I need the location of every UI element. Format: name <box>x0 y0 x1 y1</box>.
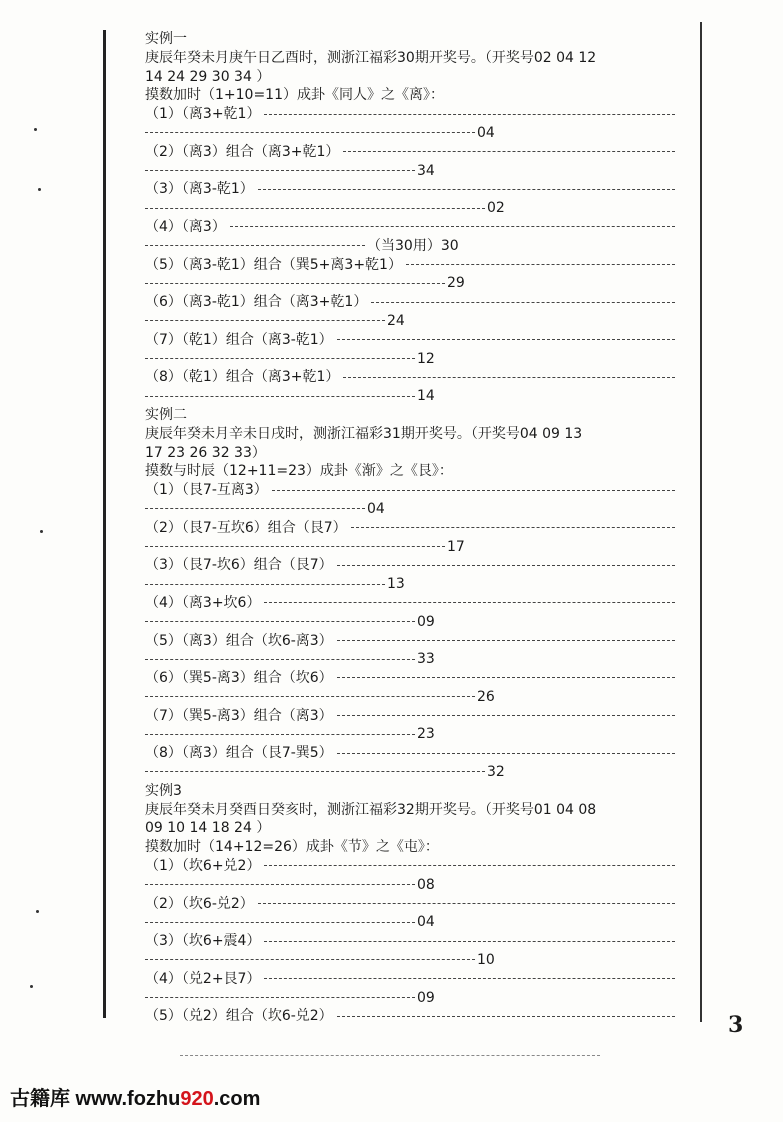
derivation-result <box>145 725 675 744</box>
leader-dashes <box>145 283 445 285</box>
footer-dashed-line <box>180 1055 600 1056</box>
leader-dashes <box>264 941 675 943</box>
scan-speck <box>36 910 39 913</box>
watermark-prefix: 古籍库 www.fozhu <box>10 1088 181 1110</box>
watermark-suffix: .com <box>213 1088 261 1110</box>
derivation-label: （3）（艮7-坎6）组合（艮7） <box>145 557 333 574</box>
derivation-item <box>145 556 675 575</box>
leader-dashes <box>337 640 675 642</box>
site-watermark <box>10 1082 260 1111</box>
derivation-label: （8）（乾1）组合（离3+乾1） <box>145 369 340 386</box>
leader-dashes <box>145 922 415 924</box>
result-number: 04 <box>417 914 435 931</box>
derivation-result <box>145 500 675 519</box>
result-number: 33 <box>417 651 435 668</box>
leader-dashes <box>145 997 415 999</box>
derivation-label: （1）（离3+乾1） <box>145 106 261 123</box>
derivation-item <box>145 932 675 951</box>
derivation-result <box>145 162 675 181</box>
section-text-line: 庚辰年癸未月癸酉日癸亥时，测浙江福彩32期开奖号。（开奖号01 04 08 <box>145 801 597 818</box>
derivation-item <box>145 180 675 199</box>
derivation-label: （2）（离3）组合（离3+乾1） <box>145 143 340 160</box>
leader-dashes <box>145 358 415 360</box>
scan-speck <box>34 128 37 131</box>
leader-dashes <box>145 245 365 247</box>
derivation-item <box>145 293 675 312</box>
leader-dashes <box>258 903 675 905</box>
derivation-result <box>145 237 675 256</box>
derivation-label: （4）（离3+坎6） <box>145 594 261 611</box>
scan-speck <box>38 188 41 191</box>
derivation-label: （1）（坎6+兑2） <box>145 858 261 875</box>
leader-dashes <box>145 884 415 886</box>
derivation-item <box>145 331 675 350</box>
leader-dashes <box>264 978 675 980</box>
leader-dashes <box>145 621 415 623</box>
section-text-line: 庚辰年癸未月庚午日乙酉时，测浙江福彩30期开奖号。（开奖号02 04 12 <box>145 49 597 66</box>
leader-dashes <box>145 508 365 510</box>
derivation-result <box>145 199 675 218</box>
section-text-line: 摸数加时（1+10=11）成卦《同人》之《离》： <box>145 87 444 104</box>
derivation-item <box>145 632 675 651</box>
watermark-highlight: 920 <box>180 1088 214 1110</box>
leader-dashes <box>406 264 675 266</box>
derivation-item <box>145 368 675 387</box>
derivation-result <box>145 387 675 406</box>
section-text-line: 17 23 26 32 33） <box>145 444 266 461</box>
section-text-line: 庚辰年癸未月辛未日戌时，测浙江福彩31期开奖号。（开奖号04 09 13 <box>145 425 583 442</box>
derivation-item <box>145 895 675 914</box>
scan-speck <box>30 985 33 988</box>
leader-dashes <box>351 527 675 529</box>
derivation-result <box>145 650 675 669</box>
derivation-item <box>145 669 675 688</box>
leader-dashes <box>145 771 485 773</box>
page-margin-mark: 3 <box>728 1012 744 1038</box>
result-number: 23 <box>417 726 435 743</box>
leader-dashes <box>145 208 485 210</box>
derivation-result <box>145 538 675 557</box>
derivation-label: （4）（离3） <box>145 218 226 235</box>
derivation-item <box>145 519 675 538</box>
derivation-item <box>145 143 675 162</box>
leader-dashes <box>337 753 675 755</box>
result-number: 12 <box>417 350 435 367</box>
derivation-item <box>145 707 675 726</box>
leader-dashes <box>264 602 675 604</box>
result-number: 09 <box>417 613 435 630</box>
result-number: 09 <box>417 989 435 1006</box>
derivation-label: （7）（乾1）组合（离3-乾1） <box>145 331 333 348</box>
derivation-label: （7）（巽5-离3）组合（离3） <box>145 707 333 724</box>
result-number: 02 <box>487 200 505 217</box>
section-text-line: 摸数与时辰（12+11=23）成卦《渐》之《艮》： <box>145 463 453 480</box>
derivation-label: （6）（巽5-离3）组合（坎6） <box>145 670 333 687</box>
leader-dashes <box>337 339 675 341</box>
section-title: 实例3 <box>145 782 182 799</box>
leader-dashes <box>264 114 675 116</box>
leader-dashes <box>145 584 385 586</box>
leader-dashes <box>258 189 675 191</box>
derivation-result <box>145 124 675 143</box>
leader-dashes <box>145 132 475 134</box>
result-number: 14 <box>417 388 435 405</box>
section-text-line: 14 24 29 30 34 ） <box>145 68 271 85</box>
result-number: 10 <box>477 952 495 969</box>
derivation-result <box>145 876 675 895</box>
derivation-item <box>145 594 675 613</box>
result-number: 13 <box>387 576 405 593</box>
section-text-line: 摸数加时（14+12=26）成卦《节》之《屯》： <box>145 839 439 856</box>
right-border-rule <box>700 22 702 1022</box>
scan-speck <box>40 530 43 533</box>
result-number: 08 <box>417 876 435 893</box>
section-text-line: 09 10 14 18 24 ） <box>145 820 271 837</box>
result-number: 34 <box>417 162 435 179</box>
derivation-result <box>145 350 675 369</box>
derivation-result <box>145 763 675 782</box>
derivation-result <box>145 989 675 1008</box>
section-title: 实例二 <box>145 406 187 423</box>
leader-dashes <box>145 734 415 736</box>
derivation-label: （5）（离3-乾1）组合（巽5+离3+乾1） <box>145 256 402 273</box>
result-number: 17 <box>447 538 465 555</box>
derivation-result <box>145 575 675 594</box>
result-number: 04 <box>367 500 385 517</box>
left-border-rule <box>103 30 106 1018</box>
result-number: 29 <box>447 275 465 292</box>
document-body <box>145 30 675 1026</box>
derivation-item <box>145 1007 675 1026</box>
leader-dashes <box>337 715 675 717</box>
leader-dashes <box>343 377 675 379</box>
leader-dashes <box>145 959 475 961</box>
derivation-item <box>145 744 675 763</box>
leader-dashes <box>337 677 675 679</box>
leader-dashes <box>371 302 675 304</box>
result-number: 24 <box>387 312 405 329</box>
derivation-item <box>145 218 675 237</box>
derivation-result <box>145 613 675 632</box>
result-number: （当30用）30 <box>367 237 459 254</box>
derivation-result <box>145 312 675 331</box>
section-title: 实例一 <box>145 31 187 47</box>
leader-dashes <box>230 226 675 228</box>
derivation-label: （2）（坎6-兑2） <box>145 895 254 912</box>
derivation-label: （4）（兑2+艮7） <box>145 970 261 987</box>
derivation-label: （5）（兑2）组合（坎6-兑2） <box>145 1008 333 1025</box>
leader-dashes <box>145 546 445 548</box>
derivation-label: （8）（离3）组合（艮7-巽5） <box>145 745 333 762</box>
result-number: 26 <box>477 688 495 705</box>
result-number: 32 <box>487 764 505 781</box>
leader-dashes <box>145 170 415 172</box>
derivation-label: （3）（坎6+震4） <box>145 933 261 950</box>
derivation-result <box>145 951 675 970</box>
leader-dashes <box>337 565 675 567</box>
derivation-label: （2）（艮7-互坎6）组合（艮7） <box>145 519 347 536</box>
leader-dashes <box>145 659 415 661</box>
derivation-result <box>145 688 675 707</box>
result-number: 04 <box>477 124 495 141</box>
derivation-result <box>145 913 675 932</box>
derivation-label: （6）（离3-乾1）组合（离3+乾1） <box>145 294 368 311</box>
derivation-item <box>145 481 675 500</box>
leader-dashes <box>337 1016 675 1018</box>
derivation-label: （3）（离3-乾1） <box>145 181 254 198</box>
derivation-item <box>145 256 675 275</box>
derivation-item <box>145 970 675 989</box>
leader-dashes <box>272 490 675 492</box>
derivation-item <box>145 105 675 124</box>
derivation-item <box>145 857 675 876</box>
derivation-label: （1）（艮7-互离3） <box>145 482 268 499</box>
leader-dashes <box>264 865 675 867</box>
leader-dashes <box>145 320 385 322</box>
leader-dashes <box>145 396 415 398</box>
derivation-result <box>145 274 675 293</box>
derivation-label: （5）（离3）组合（坎6-离3） <box>145 632 333 649</box>
leader-dashes <box>145 696 475 698</box>
leader-dashes <box>343 151 675 153</box>
